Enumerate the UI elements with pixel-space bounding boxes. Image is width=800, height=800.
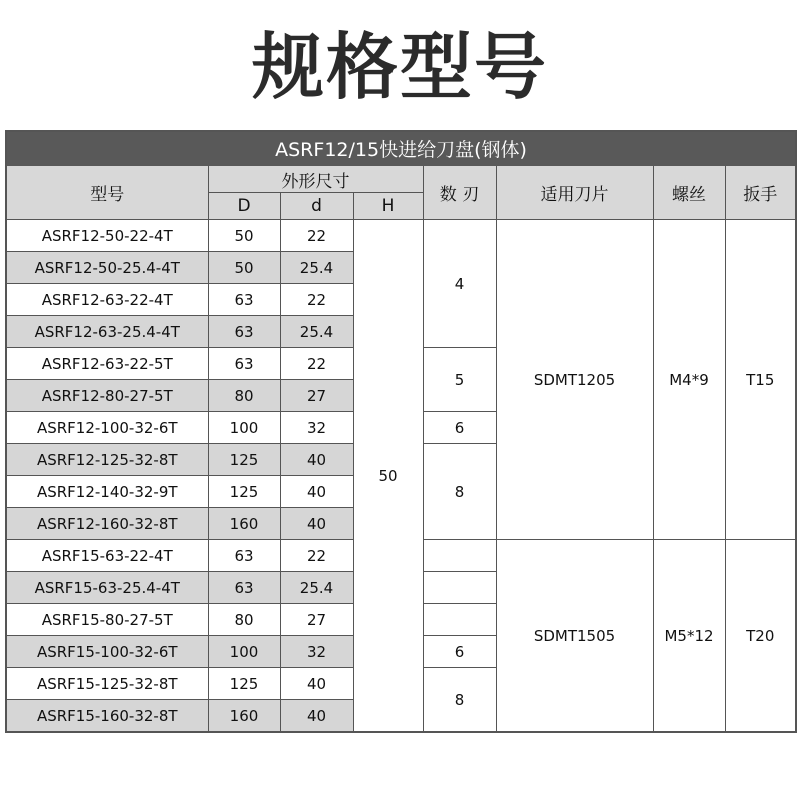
D-cell: 50 <box>208 220 280 252</box>
D-cell: 63 <box>208 348 280 380</box>
D-cell: 63 <box>208 284 280 316</box>
model-cell: ASRF12-63-25.4-4T <box>6 316 208 348</box>
teeth-cell: 8 <box>423 444 496 540</box>
d-cell: 22 <box>280 220 353 252</box>
model-cell: ASRF15-63-22-4T <box>6 540 208 572</box>
d-cell: 25.4 <box>280 316 353 348</box>
teeth-cell: 6 <box>423 636 496 668</box>
d-cell: 27 <box>280 604 353 636</box>
wrench-cell: T20 <box>725 540 796 733</box>
model-cell: ASRF12-63-22-4T <box>6 284 208 316</box>
D-cell: 100 <box>208 412 280 444</box>
header-screw: 螺丝 <box>653 166 725 220</box>
teeth-cell: 5 <box>423 348 496 412</box>
teeth-cell: 6 <box>423 412 496 444</box>
D-cell: 125 <box>208 476 280 508</box>
teeth-cell: 4 <box>423 220 496 348</box>
header-D: D <box>208 193 280 220</box>
screw-cell: M4*9 <box>653 220 725 540</box>
d-cell: 40 <box>280 508 353 540</box>
D-cell: 50 <box>208 252 280 284</box>
screw-cell: M5*12 <box>653 540 725 733</box>
model-cell: ASRF12-50-22-4T <box>6 220 208 252</box>
header-H: H <box>353 193 423 220</box>
header-insert: 适用刀片 <box>496 166 653 220</box>
D-cell: 80 <box>208 380 280 412</box>
model-cell: ASRF12-50-25.4-4T <box>6 252 208 284</box>
d-cell: 32 <box>280 636 353 668</box>
d-cell: 40 <box>280 668 353 700</box>
d-cell: 40 <box>280 476 353 508</box>
d-cell: 25.4 <box>280 572 353 604</box>
model-cell: ASRF12-100-32-6T <box>6 412 208 444</box>
wrench-cell: T15 <box>725 220 796 540</box>
teeth-cell <box>423 604 496 636</box>
D-cell: 63 <box>208 540 280 572</box>
model-cell: ASRF12-160-32-8T <box>6 508 208 540</box>
D-cell: 125 <box>208 668 280 700</box>
D-cell: 160 <box>208 508 280 540</box>
table-row <box>6 220 796 252</box>
header-dims: 外形尺寸 <box>208 166 423 193</box>
teeth-cell: 8 <box>423 668 496 733</box>
d-cell: 40 <box>280 700 353 733</box>
model-cell: ASRF12-125-32-8T <box>6 444 208 476</box>
teeth-cell <box>423 572 496 604</box>
model-cell: ASRF12-80-27-5T <box>6 380 208 412</box>
D-cell: 63 <box>208 572 280 604</box>
d-cell: 25.4 <box>280 252 353 284</box>
model-cell: ASRF15-125-32-8T <box>6 668 208 700</box>
d-cell: 22 <box>280 540 353 572</box>
D-cell: 125 <box>208 444 280 476</box>
spec-table <box>5 130 797 733</box>
header-d: d <box>280 193 353 220</box>
model-cell: ASRF12-63-22-5T <box>6 348 208 380</box>
H-cell: 50 <box>353 220 423 733</box>
D-cell: 80 <box>208 604 280 636</box>
model-cell: ASRF12-140-32-9T <box>6 476 208 508</box>
header-wrench: 扳手 <box>725 166 796 220</box>
model-cell: ASRF15-160-32-8T <box>6 700 208 733</box>
model-cell: ASRF15-80-27-5T <box>6 604 208 636</box>
table-caption: ASRF12/15快进给刀盘(钢体) <box>6 131 796 166</box>
d-cell: 27 <box>280 380 353 412</box>
d-cell: 22 <box>280 348 353 380</box>
model-cell: ASRF15-63-25.4-4T <box>6 572 208 604</box>
insert-cell: SDMT1505 <box>496 540 653 733</box>
page-title: 规格型号 <box>251 25 548 109</box>
D-cell: 63 <box>208 316 280 348</box>
d-cell: 32 <box>280 412 353 444</box>
teeth-cell <box>423 540 496 572</box>
header-model: 型号 <box>6 166 208 220</box>
insert-cell: SDMT1205 <box>496 220 653 540</box>
header-teeth: 数 刃 <box>423 166 496 220</box>
d-cell: 40 <box>280 444 353 476</box>
model-cell: ASRF15-100-32-6T <box>6 636 208 668</box>
D-cell: 100 <box>208 636 280 668</box>
D-cell: 160 <box>208 700 280 733</box>
d-cell: 22 <box>280 284 353 316</box>
